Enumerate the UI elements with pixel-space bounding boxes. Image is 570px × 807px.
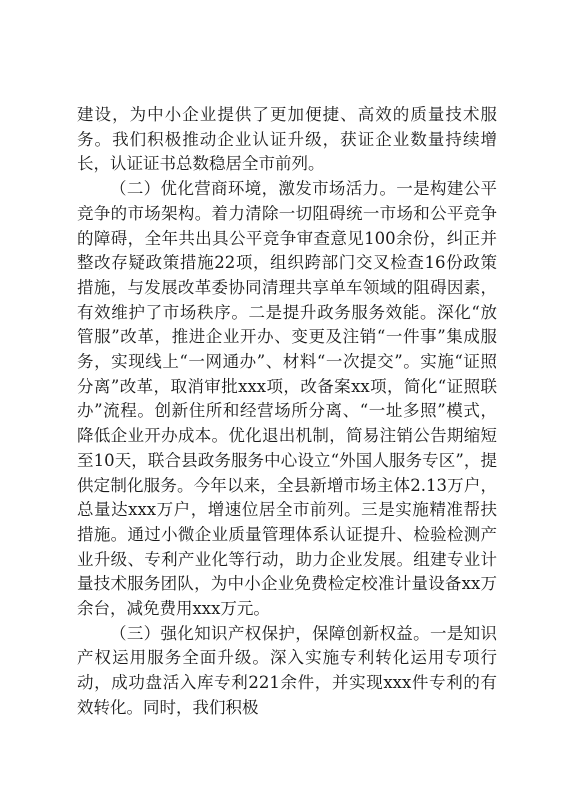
paragraph-continuation: 建设，为中小企业提供了更加便捷、高效的质量技术服务。我们积极推动企业认证升级，获证企业数量持续增长，认证证书总数稳居全市前列。 xyxy=(77,105,497,174)
paragraph-intellectual-property: （三）强化知识产权保护，保障创新权益。一是知识产权运用服务全面升级。深入实施专利转化运用专项行动，成功盘活入库专利221余件，并实现xxx件专利的有效转化。同时，我们积极 xyxy=(77,623,497,717)
paragraph-business-environment: （二）优化营商环境，激发市场活力。一是构建公平竞争的市场架构。着力清除一切阻碍统一市场和公平竞争的障碍，全年共出具公平竞争审查意见100余份，纠正并整改存疑政策措施22项，组织跨部门交叉检查16份政策措施，与发展改革委协同清理共享单车领域的阻碍因素，有效维护了市场秩序。二是提升政务服务效能。深化“放管服”改革，推进企业开办、变更及注销“一件事”集成服务，实现线上“一网通办”、材料“一次提交”。实施“证照分离”改革，取消审批xxx项，改备案xx项，简化“证照联办”流程。创新住所和经营场所分离、“一址多照”模式，降低企业开办成本。优化退出机制，简易注销公告期缩短至10天，联合县政务服务中心设立“外国人服务专区”，提供定制化服务。今年以来，全县新增市场主体2.13万户，总量达xxx万户，增速位居全市前列。三是实施精准帮扶措施。通过小微企业质量管理体系认证提升、检验检测产业升级、专利产业化等行动，助力企业发展。组建专业计量技术服务团队，为中小企业免费检定校准计量设备xx万余台，减免费用xxx万元。 xyxy=(77,179,497,619)
document-body xyxy=(77,103,497,721)
